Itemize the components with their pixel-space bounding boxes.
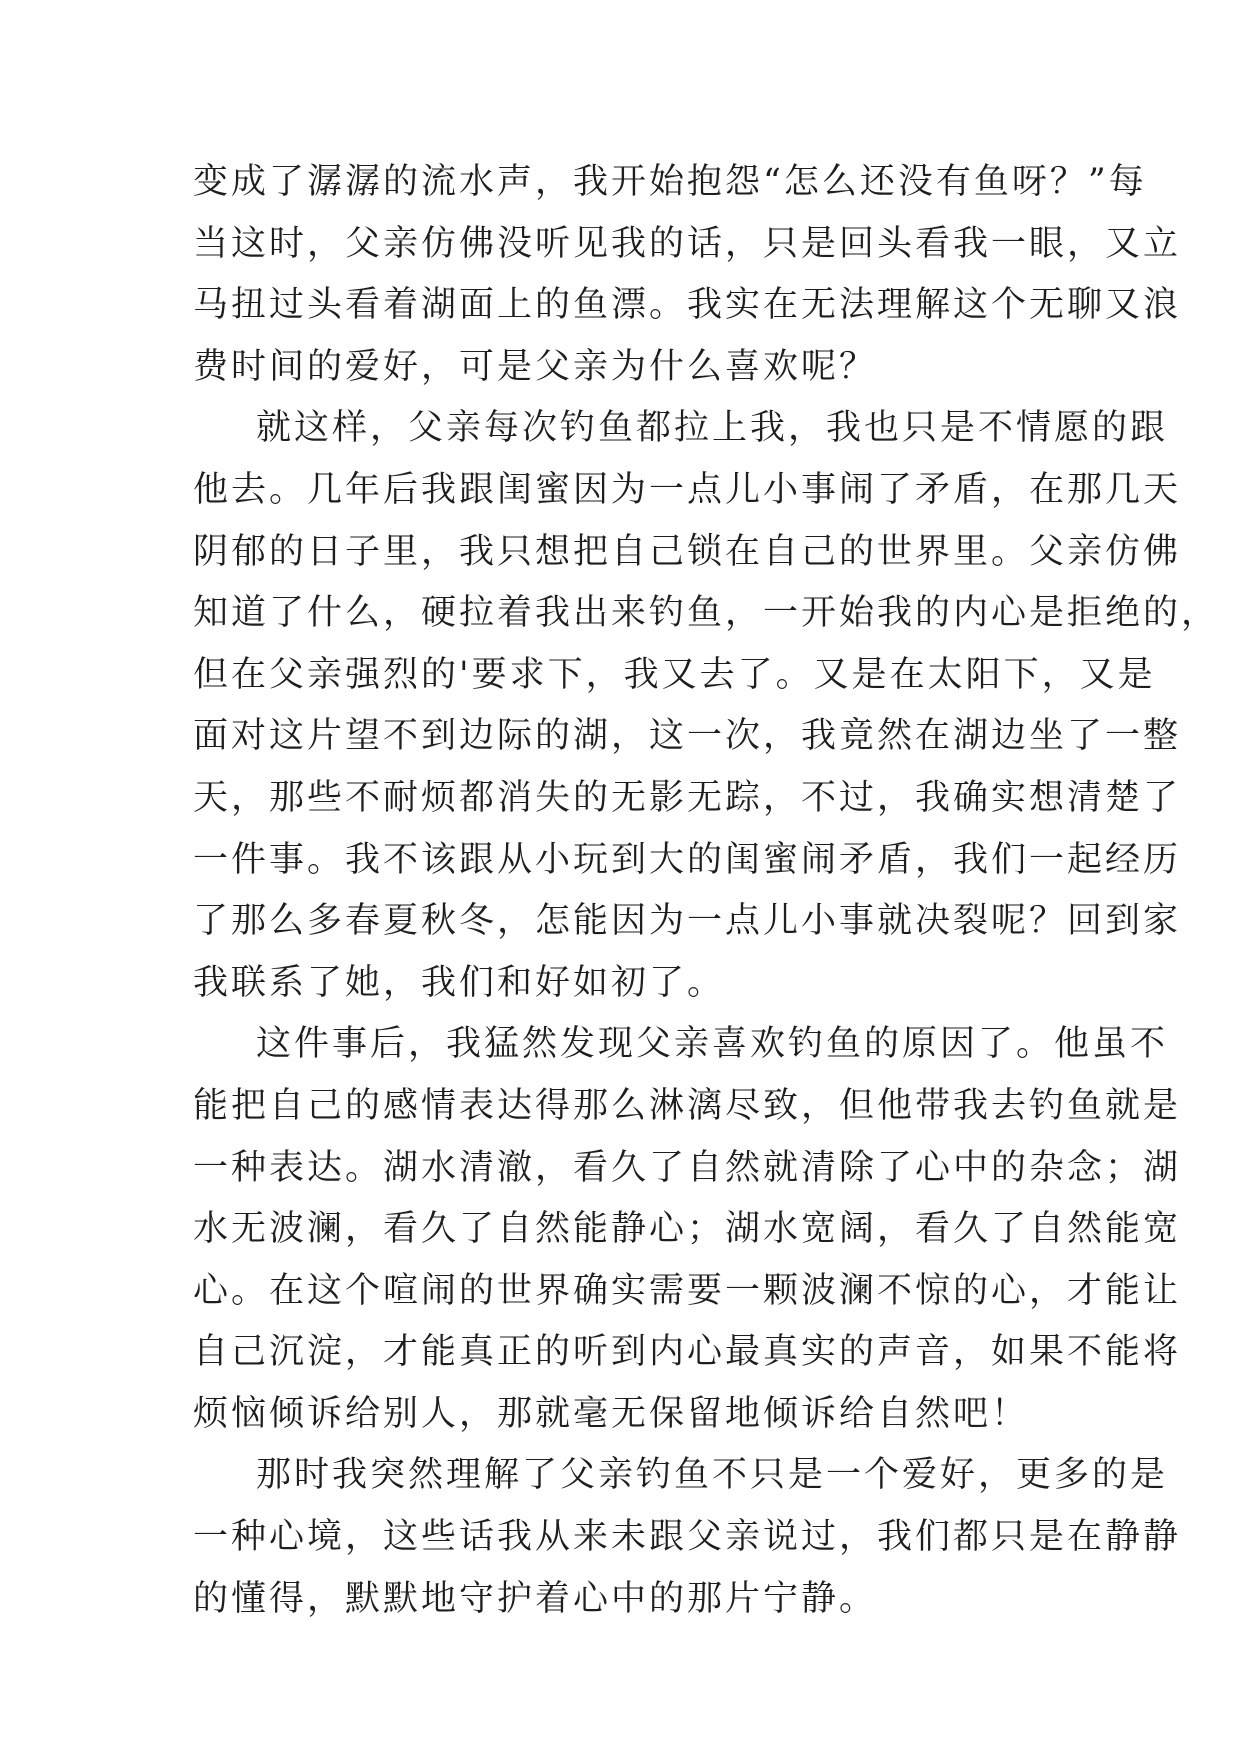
paragraph-1 [193,152,1182,398]
paragraph-3 [193,1014,1182,1445]
paragraph-2 [193,398,1220,1014]
text-line: 一种心境，这些话我从来未跟父亲说过，我们都只是在静静 [193,1517,1182,1558]
text-line: 心。在这个喧闹的世界确实需要一颗波澜不惊的心，才能让 [193,1270,1182,1311]
text-line: 变成了潺潺的流水声，我开始抱怨“怎么还没有鱼呀？”每 [193,162,1147,202]
text-line: 知道了什么，硬拉着我出来钓鱼，一开始我的内心是拒绝的， [193,593,1220,634]
text-line: 一件事。我不该跟从小玩到大的闺蜜闹矛盾，我们一起经历 [193,839,1182,880]
text-line: 那时我突然理解了父亲钓鱼不只是一个爱好，更多的是 [256,1455,1169,1496]
text-line: 阴郁的日子里，我只想把自己锁在自己的世界里。父亲仿佛 [193,531,1182,572]
text-line: 自己沉淀，才能真正的听到内心最真实的声音，如果不能将 [193,1332,1182,1373]
text-line: 就这样，父亲每次钓鱼都拉上我，我也只是不情愿的跟 [256,408,1169,449]
text-line: 的懂得，默默地守护着心中的那片宁静。 [193,1578,878,1619]
text-line: 我联系了她，我们和好如初了。 [193,962,726,1003]
paragraph-4 [193,1445,1182,1630]
text-line: 马扭过头看着湖面上的鱼漂。我实在无法理解这个无聊又浪 [193,285,1182,326]
text-line: 但在父亲强烈的'要求下，我又去了。又是在太阳下，又是 [193,654,1156,695]
text-line: 水无波澜，看久了自然能静心；湖水宽阔，看久了自然能宽 [193,1209,1182,1250]
document-body [193,152,1220,1630]
text-line: 这件事后，我猛然发现父亲喜欢钓鱼的原因了。他虽不 [256,1024,1169,1065]
text-line: 天，那些不耐烦都消失的无影无踪，不过，我确实想清楚了 [193,777,1182,818]
text-line: 他去。几年后我跟闺蜜因为一点儿小事闹了矛盾，在那几天 [193,469,1182,510]
text-line: 面对这片望不到边际的湖，这一次，我竟然在湖边坐了一整 [193,716,1182,757]
text-line: 当这时，父亲仿佛没听见我的话，只是回头看我一眼，又立 [193,223,1182,264]
text-line: 能把自己的感情表达得那么淋漓尽致，但他带我去钓鱼就是 [193,1085,1182,1126]
text-line: 烦恼倾诉给别人，那就毫无保留地倾诉给自然吧！ [193,1393,1030,1434]
text-line: 了那么多春夏秋冬，怎能因为一点儿小事就决裂呢？回到家 [193,901,1182,942]
text-line: 费时间的爱好，可是父亲为什么喜欢呢？ [193,346,878,387]
text-line: 一种表达。湖水清澈，看久了自然就清除了心中的杂念；湖 [193,1147,1182,1188]
